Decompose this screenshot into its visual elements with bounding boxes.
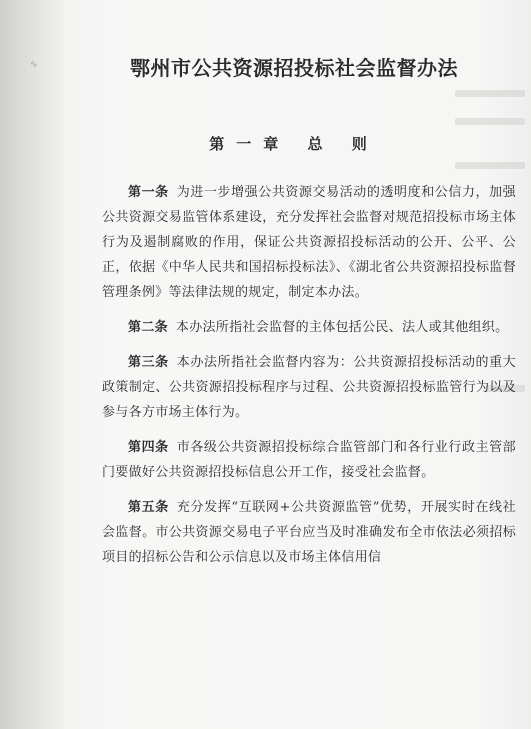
article-label: 第四条 (128, 440, 169, 455)
article-2 (102, 315, 516, 340)
article-label: 第五条 (128, 500, 169, 515)
article-label: 第一条 (128, 185, 169, 200)
document-page (68, 0, 528, 729)
chapter-heading: 第一章 总 则 (209, 135, 379, 153)
article-5 (102, 495, 516, 570)
document-title: 鄂州市公共资源招投标社会监督办法 (130, 56, 458, 80)
article-text: 充分发挥“互联网+公共资源监管”优势，开展实时在线社会监督。市公共资源交易电子平台应当及时准确发布全市依法必须招标项目的招标公告和公示信息以及市场主体信用信 (102, 500, 516, 565)
article-3 (102, 350, 516, 425)
document-body (102, 180, 516, 580)
article-text: 本办法所指社会监督内容为：公共资源招投标活动的重大政策制定、公共资源招投标程序与过程、公共资源招投标监管行为以及参与各方市场主体行为。 (102, 355, 516, 420)
article-text: 为进一步增强公共资源交易活动的透明度和公信力，加强公共资源交易监管体系建设，充分发挥社会监督对规范招投标市场主体行为及遏制腐败的作用，保证公共资源招投标活动的公开、公平、公正，依据《中华人民共和国招标投标法》、《湖北省公共资源招投标监督管理条例》等法律法规的规定，制定本办法。 (102, 185, 516, 300)
article-text: 本办法所指社会监督的主体包括公民、法人或其他组织。 (175, 320, 509, 335)
article-label: 第二条 (128, 320, 168, 335)
edge-mark: ∿ (30, 60, 38, 70)
article-1 (102, 180, 516, 305)
article-4 (102, 435, 516, 485)
article-label: 第三条 (128, 355, 169, 370)
binding-edge (0, 0, 64, 729)
article-text: 市各级公共资源招投标综合监管部门和各行业行政主管部门要做好公共资源招投标信息公开工作，接受社会监督。 (102, 440, 516, 480)
